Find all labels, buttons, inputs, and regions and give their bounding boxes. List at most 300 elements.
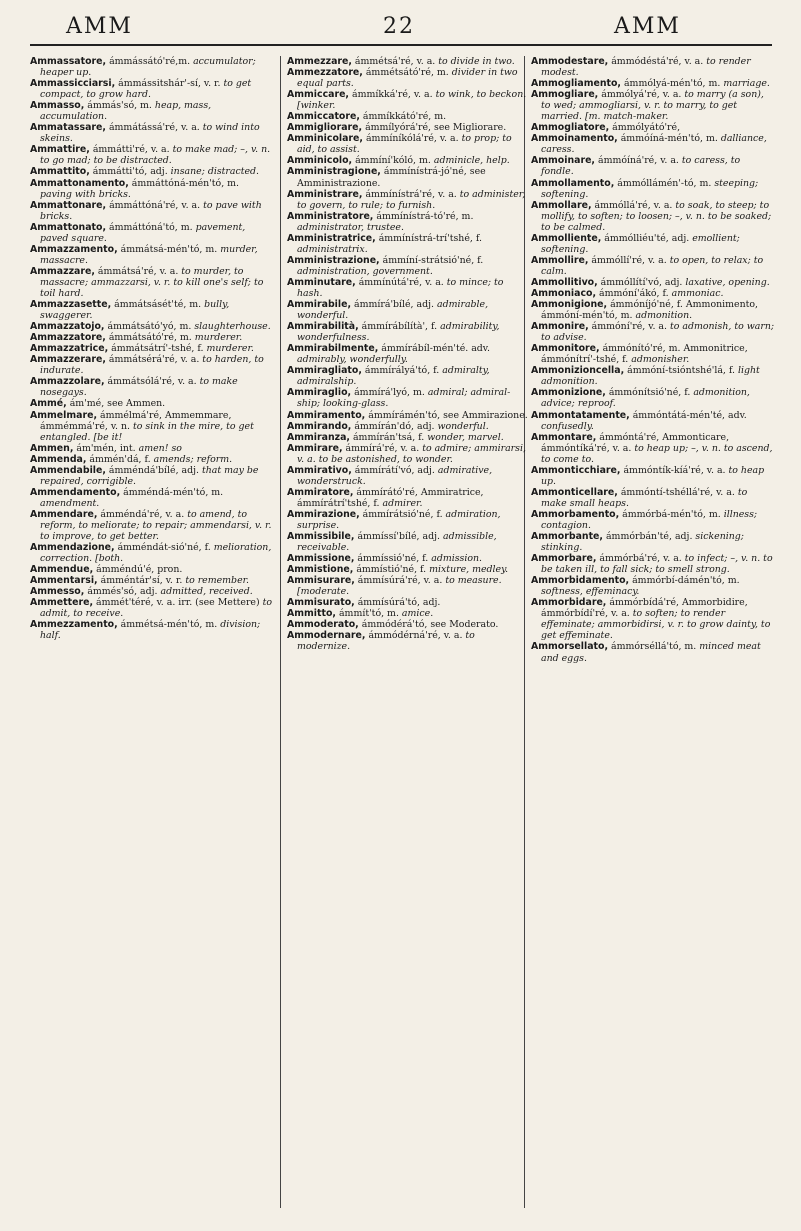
entry-pronunciation: ámmássitshár'-sí, v. r. [118,78,221,90]
entry-headword: Ammesso, [30,586,85,598]
entry-definition: to heap up; –, v. n. to ascend, to come to. [541,442,773,465]
entry-pronunciation: ámmírábílítà', f. [361,321,438,333]
dictionary-entry [531,343,774,365]
entry-headword: Ammazzatore, [30,332,106,344]
entry-headword: Ammattito, [30,166,90,178]
entry-definition: admirability, wonderfulness. [297,321,500,344]
dictionary-entry [30,100,273,122]
entry-headword: Ammigliorare, [287,122,363,134]
entry-definition: to sink in the mire, to get entangled. [be it! [40,420,254,443]
entry-definition: admission. [431,553,483,565]
dictionary-entry [287,56,530,67]
dictionary-entry [531,553,774,575]
entry-headword: Ammissibile, [287,531,355,543]
dictionary-entry [287,564,530,575]
entry-headword: Ammitto, [287,608,336,620]
entry-pronunciation: ámmássátó'ré,m. [109,56,191,67]
entry-headword: Ammoderato, [287,619,359,631]
entry-pronunciation: ámmírátó'ré, Ammiratrice, ámmírátrí'tshé, f. [297,486,484,509]
entry-headword: Ammonire, [531,321,589,333]
entry-pronunciation: ámmínístrá-tó'ré, m. [376,210,474,222]
dictionary-entry [531,288,774,299]
entry-headword: Ammattonare, [30,199,107,211]
entry-pronunciation: ámméntár'sí, v. r. [100,575,183,587]
entry-pronunciation: ámmóntátá-mén'té, adv. [632,409,747,421]
entry-definition: ammoniac. [671,287,724,299]
entry-pronunciation: ámmíssí'bílé, adj. [357,531,440,543]
entry-definition: admissible, receivable. [297,531,497,554]
entry-definition: light admonition. [541,365,760,388]
dictionary-entry [287,122,530,133]
entry-definition: administratrix. [297,243,368,255]
entry-pronunciation: ámmóllí'ré, v. a. [591,254,667,266]
entry-pronunciation: ámmóní-tsióntshé'lá, f. [627,365,736,377]
dictionary-entry [287,155,530,166]
entry-headword: Amminicolare, [287,133,363,145]
dictionary-entry [287,553,530,564]
entry-pronunciation: ám'mé, see Ammen. [69,398,166,410]
entry-pronunciation: ámmórbá-mén'tó, m. [622,508,721,520]
dictionary-entry [531,178,774,200]
entry-headword: Ammoinare, [531,155,595,167]
entry-definition: admirative, wonderstruck. [297,464,493,487]
entry-headword: Ammissione, [287,553,355,565]
entry-pronunciation: ámmétsá-mén'tó, m. [120,619,218,631]
entry-headword: Ammontatamente, [531,409,630,421]
dictionary-entry [531,255,774,277]
entry-headword: Ammiratore, [287,486,354,498]
entry-headword: Ammonizione, [531,387,606,399]
entry-pronunciation: ámmírályá'tó, f. [364,365,440,377]
entry-definition: amends; reform. [153,453,233,465]
entry-headword: Ammorsellato, [531,641,609,653]
entry-headword: Ammiragliato, [287,365,362,377]
entry-definition: divider in two equal parts. [297,67,518,90]
entry-definition: steeping; softening. [541,177,759,200]
dictionary-entry [287,575,530,597]
dictionary-entry [30,509,273,542]
entry-headword: Ammazzasette, [30,299,112,311]
entry-pronunciation: ámméndá'bílé, adj. [108,464,200,476]
entry-definition: to admit, to receive. [40,597,273,620]
entry-headword: Ammirazione, [287,508,360,520]
entry-definition: to wink, to beckon. [winker. [297,89,527,112]
dictionary-entry [531,277,774,288]
entry-headword: Ammirare, [287,442,343,454]
dictionary-entry [531,56,774,78]
dictionary-entry [531,233,774,255]
entry-headword: Ammirando, [287,420,352,432]
entry-pronunciation: ámmíní-strátsió'né, f. [382,254,484,266]
entry-headword: Ammiccare, [287,89,349,101]
entry-pronunciation: ámmólyátó'ré, [612,122,681,134]
entry-pronunciation: ámmóíná'ré, v. a. [597,155,679,167]
entry-pronunciation: ámméndá'ré, v. a. [100,508,185,520]
dictionary-entry [531,465,774,487]
entry-pronunciation: ámmístió'né, f. [356,564,427,576]
entry-headword: Amministratrice, [287,232,376,244]
entry-headword: Amminicolo, [287,155,353,167]
dictionary-entry [30,222,273,244]
dictionary-entry [30,266,273,299]
entry-pronunciation: ámmátsásét'té, m. [114,299,202,311]
entry-definition: that may be repaired, corrigible. [40,464,259,487]
dictionary-entry [531,78,774,89]
dictionary-entry [30,178,273,200]
dictionary-entry [287,531,530,553]
entry-pronunciation: ámmórséllá'tó, m. [611,641,697,653]
dictionary-entry [531,155,774,177]
dictionary-entry [531,597,774,641]
entry-pronunciation: ámmóntá'ré, Ammonticare, ámmóntíká'ré, v. a. [541,431,730,454]
entry-headword: Amministratore, [287,210,374,222]
entry-definition: to admonish, to warn; to advise. [541,321,775,344]
entry-definition: to prop; to aid, to assist. [297,133,512,156]
entry-pronunciation: ámmóllítí'vó, adj. [600,276,683,288]
entry-pronunciation: ámméndá-mén'tó, m. [123,486,224,498]
entry-definition: division; half. [40,619,261,642]
entry-headword: Ammassatore, [30,56,107,67]
entry-pronunciation: ámmírán'tsá, f. [352,431,425,443]
entry-headword: Ammettere, [30,597,94,609]
dictionary-entry [287,343,530,365]
dictionary-entry [30,166,273,177]
entry-headword: Ammistione, [287,564,354,576]
entry-headword: Ammollamento, [531,177,615,189]
dictionary-entry [287,189,530,211]
entry-headword: Ammentarsi, [30,575,98,587]
entry-definition: slaughterhouse. [194,321,271,333]
dictionary-entry [287,111,530,122]
entry-pronunciation: ámmóíná-mén'tó, m. [620,133,718,145]
entry-definition: wonderful. [437,420,489,432]
entry-headword: Ammirativo, [287,464,352,476]
entry-pronunciation: ámmáttóná'tó, m. [109,221,193,233]
entry-definition: admonition. [635,310,693,322]
entry-pronunciation: ámmátti'ré, v. a. [92,144,170,156]
dictionary-entry [287,465,530,487]
entry-pronunciation: ámmóníjó'né, f. Ammonimento, ámmóní-mén'tó, m. [541,299,758,322]
entry-headword: Amministrare, [287,188,363,200]
entry-definition: wonder, marvel. [427,431,504,443]
entry-headword: Ammonitore, [531,343,600,355]
dictionary-entry [287,67,530,89]
entry-definition: to measure. [moderate. [297,575,502,598]
dictionary-entry [30,597,273,619]
dictionary-entry [287,255,530,277]
entry-headword: Ammorbante, [531,531,603,543]
entry-pronunciation: ámmírá'lyó, m. [354,387,425,399]
entry-pronunciation: ámmíní'kóló, m. [355,155,431,167]
entry-headword: Ammogliare, [531,89,599,101]
entry-definition: illness; contagion. [541,508,758,531]
entry-headword: Ammelmare, [30,409,98,421]
entry-headword: Ammendabile, [30,464,106,476]
entry-definition: pavement, paved square. [40,221,246,244]
dictionary-entry [287,410,530,421]
entry-definition: confusedly. [541,420,594,432]
dictionary-entry [30,144,273,166]
entry-headword: Ammatassare, [30,122,106,134]
entry-pronunciation: ámmóllá'ré, v. a. [594,199,673,211]
entry-headword: Ammendue, [30,564,94,576]
entry-definition: murderer. [194,332,243,344]
dictionary-entry [30,376,273,398]
dictionary-entry [531,641,774,663]
entry-pronunciation: ámmírá'bílé, adj. [354,299,434,311]
entry-pronunciation: ámmíkkátó'ré, m. [362,111,447,123]
entry-definition: to caress, to fondle. [541,155,741,178]
entry-headword: Ammazzare, [30,265,95,277]
entry-headword: Ammendazione, [30,542,115,554]
entry-definition: admonisher. [631,354,690,366]
dictionary-entry [287,509,530,531]
dictionary-entry [30,454,273,465]
page-number: 22 [383,14,415,39]
dictionary-entry [30,200,273,222]
dictionary-entry [30,487,273,509]
entry-headword: Ammezzare, [287,56,352,67]
entry-headword: Ammezzatore, [287,67,363,79]
dictionary-entry [30,465,273,487]
dictionary-entry [287,487,530,509]
entry-headword: Ammonticchiare, [531,464,621,476]
entry-pronunciation: ámmés'só, adj. [87,586,158,598]
entry-headword: Ammezzamento, [30,619,118,631]
entry-headword: Amminutare, [287,276,356,288]
entry-pronunciation: ám'mén, int. [76,442,136,454]
entry-pronunciation: ámméndát-sió'né, f. [117,542,211,554]
dictionary-entry [287,321,530,343]
right-guide-word: AMM [614,14,681,39]
entry-definition: to amend, to reform, to meliorate; to repair; ammendarsi, v. r. to improve, to get better. [40,508,272,543]
dictionary-entry [30,443,273,454]
dictionary-entry [531,89,774,122]
dictionary-entry [287,432,530,443]
entry-headword: Ammazzatojo, [30,321,105,333]
entry-headword: Ammirabile, [287,299,352,311]
entry-headword: Ammendare, [30,508,98,520]
dictionary-entry [30,244,273,266]
entry-headword: Ammollire, [531,254,589,266]
entry-pronunciation: ámmátsérá'ré, v. a. [108,354,200,366]
entry-pronunciation: ámmétsátó'ré, m. [365,67,449,79]
dictionary-entry [287,619,530,630]
dictionary-entry [531,575,774,597]
header-rule [30,44,772,46]
entry-headword: Ammoinamento, [531,133,618,145]
entry-pronunciation: ámmírán'dó, adj. [354,420,435,432]
dictionary-entry [30,398,273,409]
dictionary-entry [30,586,273,597]
entry-definition: murderer. [206,343,254,355]
dictionary-entry [287,597,530,608]
entry-pronunciation: ámmínístrá-trí'tshé, f. [378,232,482,244]
dictionary-entry [30,56,273,78]
entry-pronunciation: ámmínístrá-jó'né, see Amministrazione. [297,166,486,189]
entry-definition: to marry (a son), to wed; ammogliarsi, v. r. to marry, to get married. [m. match-maker. [541,89,764,123]
entry-pronunciation: ámmírátsió'né, f. [362,508,443,520]
entry-headword: Ammorbidamento, [531,575,630,587]
entry-definition: melioration, correction. [both. [40,542,272,565]
entry-pronunciation: ámmátsátó'yó, m. [107,321,192,333]
dictionary-entry [287,233,530,255]
dictionary-entry [531,133,774,155]
entry-headword: Ammen, [30,442,74,454]
entry-definition: to wind into skeins. [40,122,260,145]
entry-definition: admirer. [382,497,423,509]
entry-headword: Ammé, [30,398,67,410]
entry-definition: administration, government. [297,265,433,277]
entry-definition: murder, massacre. [40,243,258,266]
entry-definition: to render modest. [541,56,751,79]
entry-definition: to make nosegays. [40,376,238,399]
entry-definition: mixture, medley. [429,564,509,576]
entry-definition: minced meat and eggs. [541,641,761,664]
entry-definition: to murder, to massacre; ammazzarsi, v. r. to kill one's self; to toil hard. [40,265,264,299]
dictionary-entry [30,354,273,376]
entry-headword: Ammazzerare, [30,354,106,366]
entry-pronunciation: ámmórbán'té, adj. [605,531,693,543]
entry-headword: Ammogliatore, [531,122,610,134]
dictionary-entry [287,133,530,155]
dictionary-entry [531,410,774,432]
dictionary-entry [531,365,774,387]
column-3 [531,56,774,664]
entry-headword: Ammonticellare, [531,486,618,498]
entry-definition: amendment. [40,497,100,509]
dictionary-entry [531,321,774,343]
dictionary-entry [531,531,774,553]
entry-pronunciation: ámmóllámén'-tó, m. [617,177,712,189]
dictionary-entry [287,608,530,619]
entry-pronunciation: ámmáttóná-mén'tó, m. [131,177,240,189]
entry-headword: Ammogliamento, [531,78,621,90]
entry-definition: to open, to relax; to calm. [541,254,764,277]
entry-pronunciation: ámmílyórá'ré, see Migliorare. [365,122,507,134]
entry-pronunciation: ámmísúrá'ré, v. a. [357,575,443,587]
entry-headword: Ammazzatrice, [30,343,109,355]
entry-headword: Ammassicciarsi, [30,78,116,90]
dictionary-entry [30,575,273,586]
entry-pronunciation: ámmóntí-tshéllá'ré, v. a. [620,486,735,498]
entry-pronunciation: ámmátsátó'ré, m. [108,332,192,344]
entry-pronunciation: ámmónító'ré, m. Ammonitrice, ámmónítrí'-tshé, f. [541,343,748,366]
entry-headword: Ammendamento, [30,486,121,498]
entry-definition: to infect; –, v. n. to be taken ill, to fall sick; to smell strong. [541,553,773,576]
entry-definition: emollient; softening. [541,232,740,255]
entry-definition: laxative, opening. [685,276,770,288]
column-2 [287,56,530,653]
entry-headword: Ammazzolare, [30,376,105,388]
entry-headword: Ammisurare, [287,575,355,587]
entry-definition: paving with bricks. [40,188,131,200]
entry-pronunciation: ámméndú'é, pron. [96,564,183,576]
entry-definition: heap, mass, accumulation. [40,100,212,123]
entry-headword: Ammonigione, [531,299,608,311]
dictionary-entry [287,299,530,321]
entry-pronunciation: ámmísúrá'tó, adj. [357,597,441,609]
entry-headword: Ammattonato, [30,221,107,233]
entry-headword: Ammisurato, [287,597,355,609]
entry-pronunciation: ámmóní'ré, v. a. [591,321,667,333]
entry-definition: admirable, wonderful. [297,299,489,322]
entry-definition: to admire; ammirarsi, v. a. to be astonished, to wonder. [297,442,526,465]
dictionary-entry [30,78,273,100]
entry-definition: marriage. [723,78,770,90]
entry-headword: Ammiramento, [287,409,366,421]
dictionary-entry [30,122,273,144]
entry-headword: Ammollare, [531,199,592,211]
entry-headword: Ammorbare, [531,553,597,565]
dictionary-entry [287,277,530,299]
entry-headword: Ammirabilità, [287,321,359,333]
entry-pronunciation: ámmátássá'ré, v. a. [108,122,200,134]
entry-headword: Ammenda, [30,453,87,465]
dictionary-entry [30,410,273,443]
dictionary-entry [531,509,774,531]
entry-definition: to divide in two. [438,56,515,67]
entry-definition: to soften; to render effeminate; ammorbidirsi, v. r. to grow dainty, to get effeminate. [541,608,771,642]
entry-definition: admiral; admiral-ship; looking-glass. [297,387,511,410]
dictionary-entry [531,487,774,509]
entry-headword: Ammiccatore, [287,111,360,123]
entry-headword: Ammorbidare, [531,597,607,609]
entry-definition: to modernize. [297,630,475,653]
entry-definition: to administer, to govern, to rule; to furnish. [297,188,526,211]
entry-definition: admitted, received. [160,586,253,598]
entry-headword: Ammirabilmente, [287,343,379,355]
entry-headword: Ammolliente, [531,232,602,244]
dictionary-entry [531,299,774,321]
entry-pronunciation: ámmét'téré, v. a. irr. (see Mettere) [96,597,260,609]
dictionary-entry [531,432,774,465]
dictionary-entry [287,387,530,409]
entry-definition: administrator, trustee. [297,221,404,233]
entry-headword: Ammontare, [531,431,597,443]
entry-pronunciation: ámmén'dá, f. [89,453,151,465]
entry-pronunciation: ámmás'só, m. [87,100,152,112]
entry-pronunciation: ámmódéstá'ré, v. a. [611,56,704,67]
entry-pronunciation: ámmórbí-dámén'tó, m. [632,575,740,587]
entry-pronunciation: ámmátsátrí'-tshé, f. [111,343,204,355]
entry-pronunciation: ámmírámén'tó, see Ammirazione. [368,409,528,421]
entry-definition: admiration, surprise. [297,508,501,531]
entry-pronunciation: ámmódérná'ré, v. a. [368,630,463,642]
entry-pronunciation: ámmátti'tó, adj. [92,166,168,178]
entry-pronunciation: ámmírá'ré, v. a. [345,442,420,454]
entry-headword: Ammattonamento, [30,177,129,189]
entry-headword: Ammazzamento, [30,243,118,255]
dictionary-entry [531,387,774,409]
dictionary-entry [287,211,530,233]
entry-pronunciation: ámmátsólá'ré, v. a. [107,376,197,388]
dictionary-entry [30,542,273,564]
entry-headword: Ammoniaco, [531,287,597,299]
dictionary-entry [30,564,273,575]
column-1 [30,56,273,641]
entry-definition: admiralty, admiralship. [297,365,490,388]
entry-definition: to make mad; –, v. n. to go mad; to be distracted. [40,144,271,167]
entry-definition: to heap up. [541,464,765,487]
entry-definition: accumulator; heaper up. [40,56,256,79]
entry-pronunciation: ámmáttóná'ré, v. a. [109,199,201,211]
entry-pronunciation: ámmátsá-mén'tó, m. [120,243,218,255]
entry-definition: to make small heaps. [541,486,748,509]
dictionary-entry [30,343,273,354]
dictionary-entry [287,421,530,432]
dictionary-entry [287,365,530,387]
